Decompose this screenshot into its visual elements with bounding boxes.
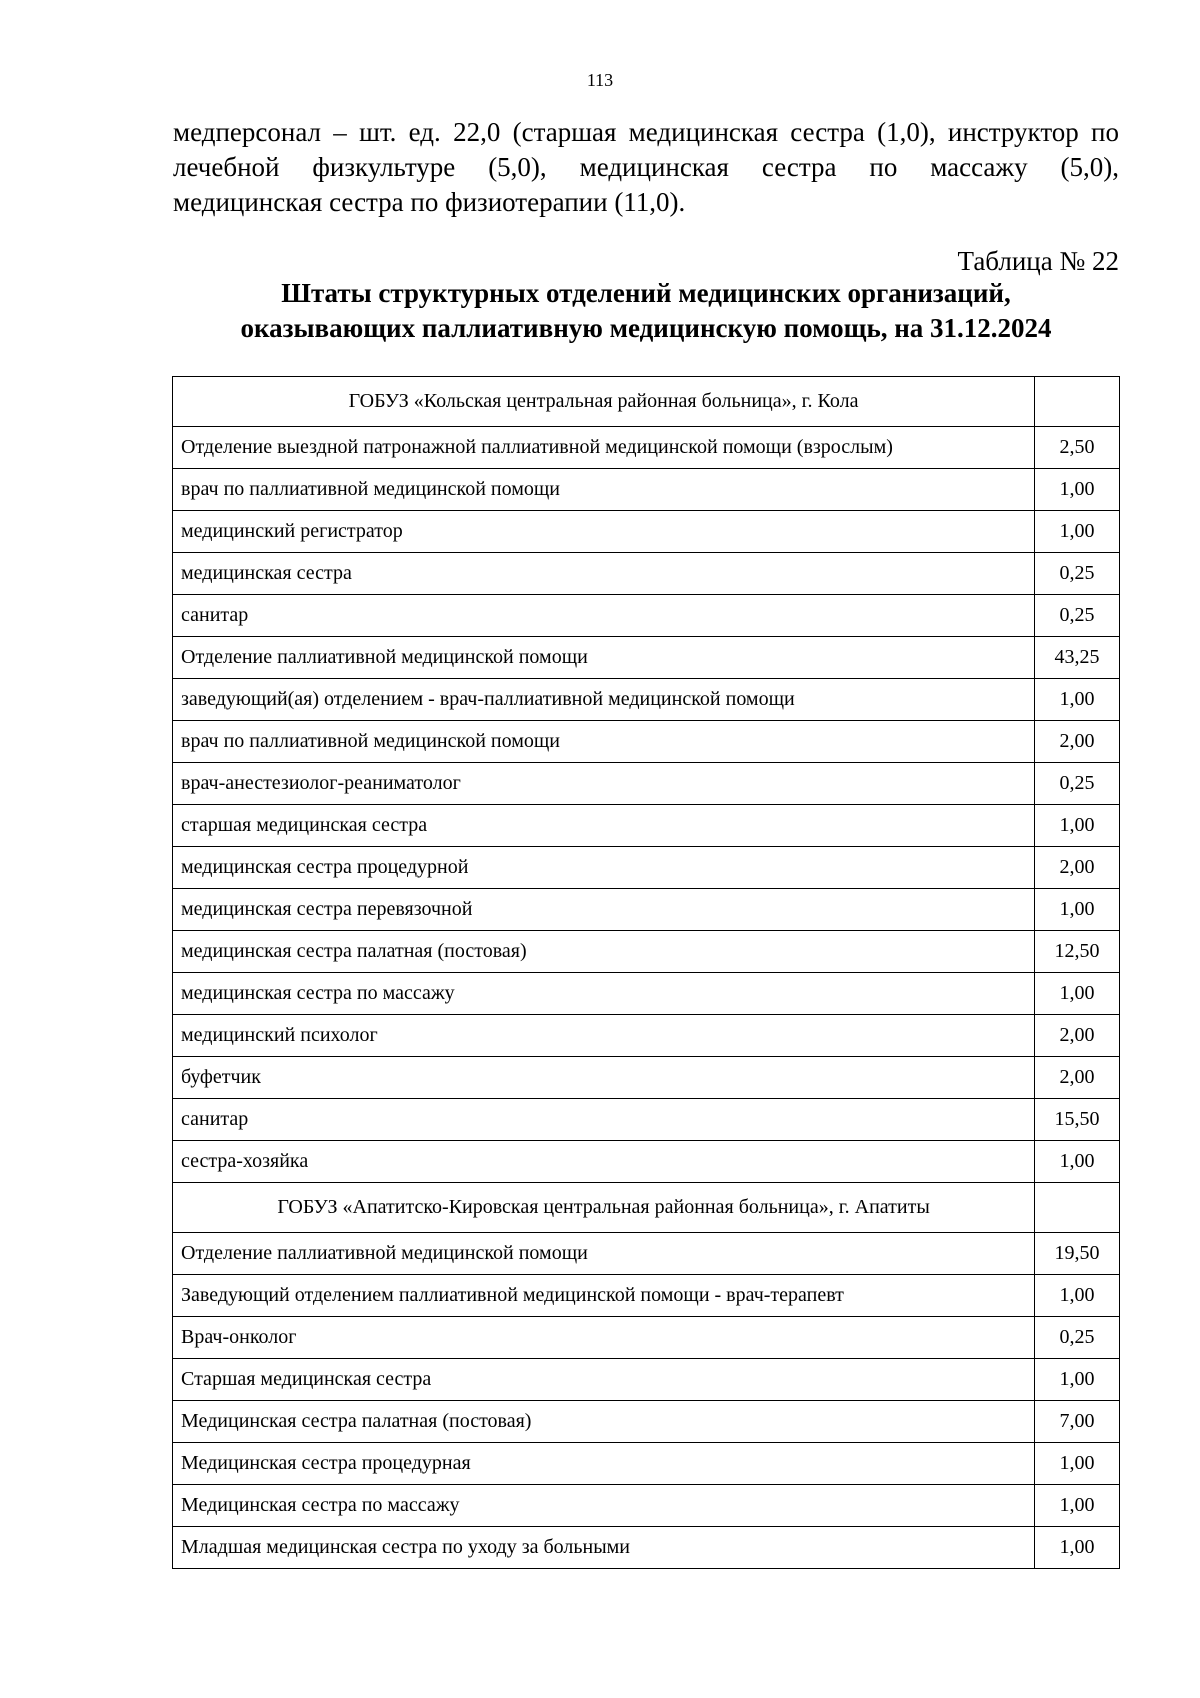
staff-units-value: 0,25 xyxy=(1035,553,1120,595)
staff-table-body xyxy=(173,377,1120,1569)
staff-units-value: 15,50 xyxy=(1035,1099,1120,1141)
table-row xyxy=(173,1015,1120,1057)
staff-units-value: 2,00 xyxy=(1035,1057,1120,1099)
position-name: медицинский психолог xyxy=(173,1015,1035,1057)
position-name: Медицинская сестра процедурная xyxy=(173,1443,1035,1485)
table-row xyxy=(173,1141,1120,1183)
staff-units-value xyxy=(1035,1183,1120,1233)
position-name: Заведующий отделением паллиативной медицинской помощи - врач-терапевт xyxy=(173,1275,1035,1317)
table-row xyxy=(173,889,1120,931)
position-name: медицинская сестра перевязочной xyxy=(173,889,1035,931)
position-name: санитар xyxy=(173,595,1035,637)
table-row xyxy=(173,469,1120,511)
position-name: Медицинская сестра по массажу xyxy=(173,1485,1035,1527)
table-row xyxy=(173,427,1120,469)
table-row xyxy=(173,805,1120,847)
table-row xyxy=(173,1099,1120,1141)
position-name: Медицинская сестра палатная (постовая) xyxy=(173,1401,1035,1443)
position-name: старшая медицинская сестра xyxy=(173,805,1035,847)
staff-units-value: 1,00 xyxy=(1035,511,1120,553)
staff-units-value: 1,00 xyxy=(1035,805,1120,847)
staff-units-value: 1,00 xyxy=(1035,469,1120,511)
table-row xyxy=(173,1317,1120,1359)
table-row xyxy=(173,1275,1120,1317)
table-row xyxy=(173,847,1120,889)
staff-units-value: 1,00 xyxy=(1035,679,1120,721)
page-number: 113 xyxy=(586,70,614,90)
table-row xyxy=(173,595,1120,637)
position-name: медицинская сестра xyxy=(173,553,1035,595)
staff-units-value: 12,50 xyxy=(1035,931,1120,973)
staff-units-value: 2,00 xyxy=(1035,721,1120,763)
position-name: врач по паллиативной медицинской помощи xyxy=(173,721,1035,763)
intro-line: медицинская сестра по физиотерапии (11,0). xyxy=(173,187,686,217)
position-name: Старшая медицинская сестра xyxy=(173,1359,1035,1401)
staff-table xyxy=(172,376,1120,1569)
table-row xyxy=(173,1057,1120,1099)
staff-units-value: 19,50 xyxy=(1035,1233,1120,1275)
staff-units-value xyxy=(1035,377,1120,427)
table-row xyxy=(173,511,1120,553)
position-name: врач по паллиативной медицинской помощи xyxy=(173,469,1035,511)
staff-units-value: 7,00 xyxy=(1035,1401,1120,1443)
organization-row xyxy=(173,1183,1120,1233)
position-name: медицинский регистратор xyxy=(173,511,1035,553)
organization-name: ГОБУЗ «Апатитско-Кировская центральная районная больница», г. Апатиты xyxy=(173,1183,1035,1233)
position-name: Отделение паллиативной медицинской помощи xyxy=(173,1233,1035,1275)
staff-units-value: 1,00 xyxy=(1035,1141,1120,1183)
position-name: Врач-онколог xyxy=(173,1317,1035,1359)
table-title-line: Штаты структурных отделений медицинских организаций, xyxy=(281,278,1011,308)
staff-units-value: 2,00 xyxy=(1035,847,1120,889)
position-name: санитар xyxy=(173,1099,1035,1141)
organization-name: ГОБУЗ «Кольская центральная районная больница», г. Кола xyxy=(173,377,1035,427)
table-row xyxy=(173,1401,1120,1443)
staff-units-value: 1,00 xyxy=(1035,1485,1120,1527)
staff-units-value: 1,00 xyxy=(1035,973,1120,1015)
position-name: медицинская сестра палатная (постовая) xyxy=(173,931,1035,973)
position-name: буфетчик xyxy=(173,1057,1035,1099)
staff-units-value: 2,00 xyxy=(1035,1015,1120,1057)
organization-row xyxy=(173,377,1120,427)
position-name: врач-анестезиолог-реаниматолог xyxy=(173,763,1035,805)
position-name: медицинская сестра по массажу xyxy=(173,973,1035,1015)
position-name: Отделение паллиативной медицинской помощи xyxy=(173,637,1035,679)
table-row xyxy=(173,973,1120,1015)
position-name: Младшая медицинская сестра по уходу за больными xyxy=(173,1527,1035,1569)
staff-units-value: 1,00 xyxy=(1035,1275,1120,1317)
table-row xyxy=(173,931,1120,973)
staff-units-value: 2,50 xyxy=(1035,427,1120,469)
table-row xyxy=(173,763,1120,805)
intro-line: медперсонал – шт. ед. 22,0 (старшая медицинская сестра (1,0), инструктор по xyxy=(173,117,1119,147)
position-name: медицинская сестра процедурной xyxy=(173,847,1035,889)
table-row xyxy=(173,679,1120,721)
position-name: заведующий(ая) отделением - врач-паллиативной медицинской помощи xyxy=(173,679,1035,721)
table-number: Таблица № 22 xyxy=(957,246,1119,276)
staff-units-value: 1,00 xyxy=(1035,1527,1120,1569)
staff-units-value: 1,00 xyxy=(1035,1443,1120,1485)
table-row xyxy=(173,553,1120,595)
intro-line: лечебной физкультуре (5,0), медицинская сестра по массажу (5,0), xyxy=(173,152,1119,182)
staff-units-value: 0,25 xyxy=(1035,595,1120,637)
table-row xyxy=(173,1443,1120,1485)
staff-units-value: 0,25 xyxy=(1035,1317,1120,1359)
intro-paragraph xyxy=(173,115,1119,220)
position-name: Отделение выездной патронажной паллиативной медицинской помощи (взрослым) xyxy=(173,427,1035,469)
table-row xyxy=(173,637,1120,679)
table-row xyxy=(173,1485,1120,1527)
table-title xyxy=(173,276,1119,346)
staff-units-value: 1,00 xyxy=(1035,1359,1120,1401)
staff-units-value: 1,00 xyxy=(1035,889,1120,931)
position-name: сестра-хозяйка xyxy=(173,1141,1035,1183)
staff-units-value: 0,25 xyxy=(1035,763,1120,805)
table-title-line: оказывающих паллиативную медицинскую помощь, на 31.12.2024 xyxy=(240,313,1052,343)
table-row xyxy=(173,1527,1120,1569)
table-row xyxy=(173,721,1120,763)
table-row xyxy=(173,1359,1120,1401)
table-row xyxy=(173,1233,1120,1275)
staff-units-value: 43,25 xyxy=(1035,637,1120,679)
